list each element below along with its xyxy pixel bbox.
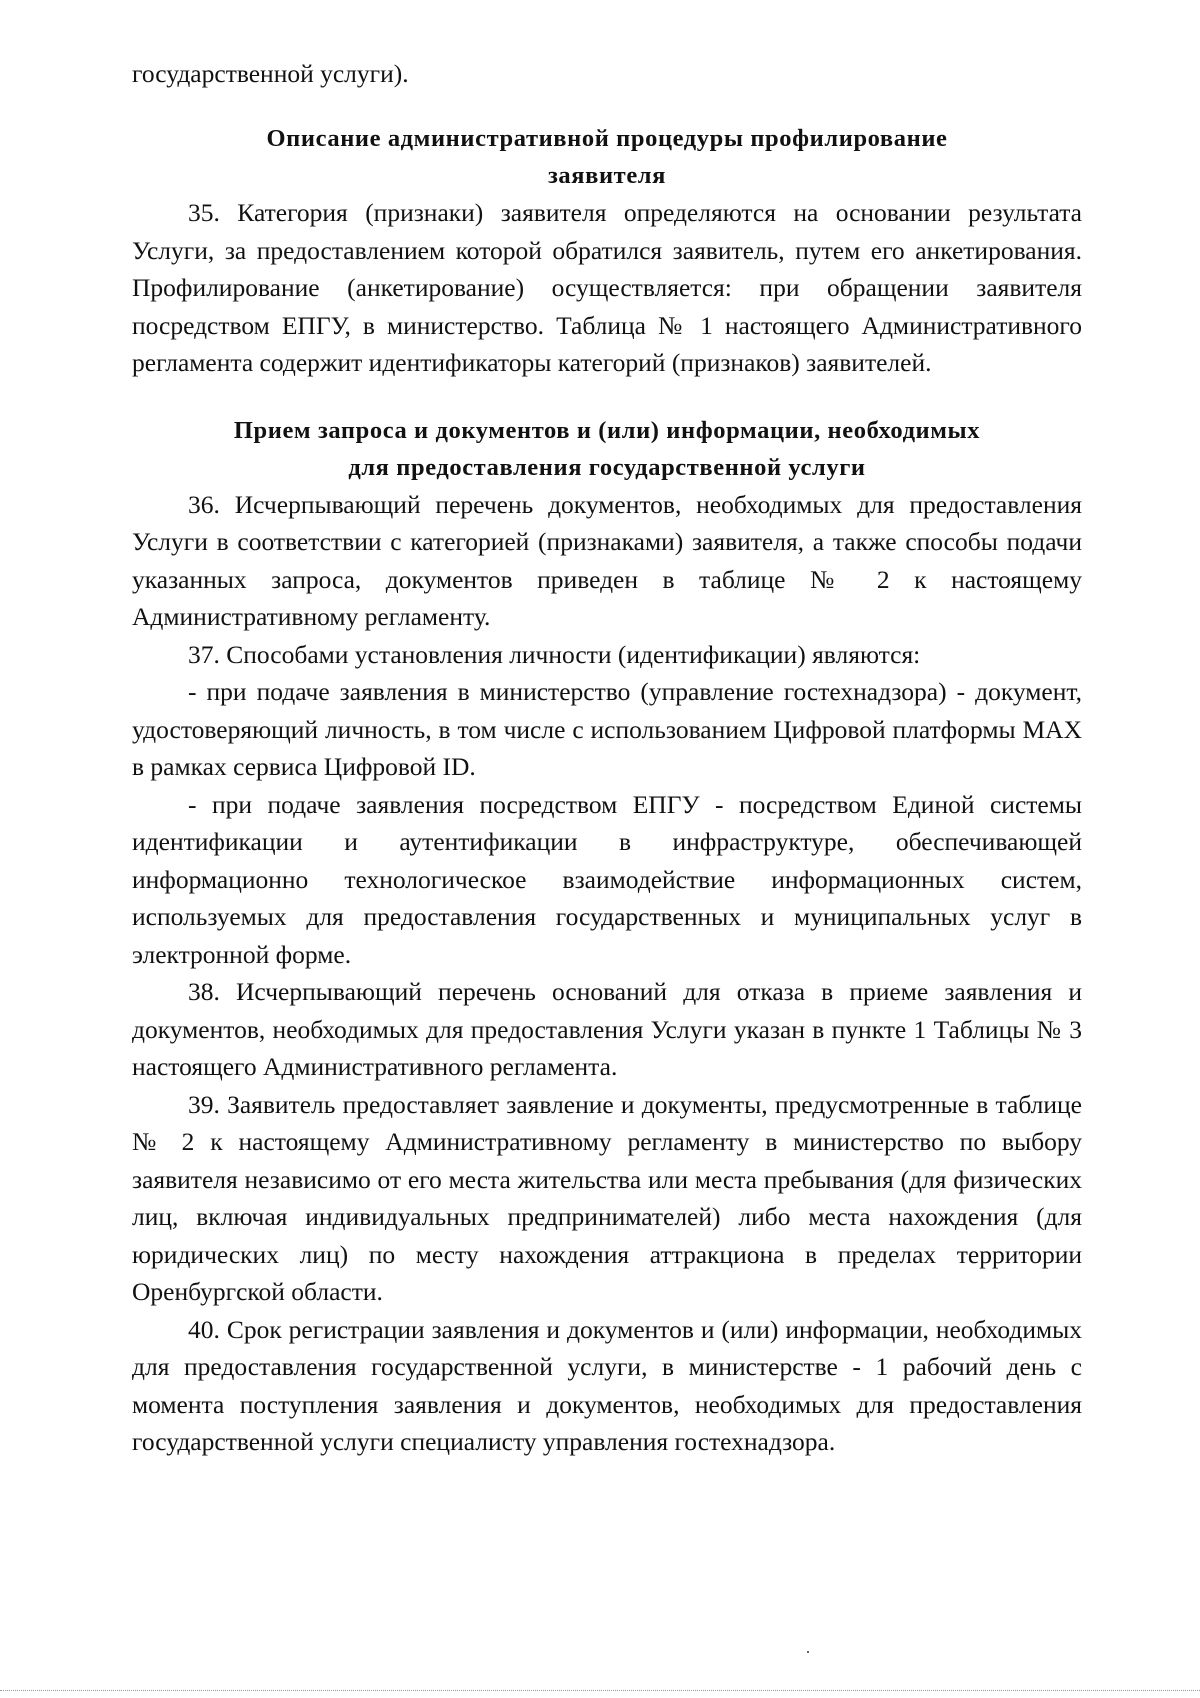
paragraph-35: 35. Категория (признаки) заявителя определяются на основании результата Услуги, за предоставлением которой обратился заявитель, путем его анкетирования. Профилирование (анкетирование) осуществляется: при обращении заявителя посредством ЕПГУ, в министерство. Таблица № 1 настоящего Административного регламента содержит идентификаторы категорий (признаков) заявителей. (132, 198, 1082, 377)
document-body (132, 56, 1082, 1461)
paragraph-38: 38. Исчерпывающий перечень оснований для отказа в приеме заявления и документов, необходимых для предоставления Услуги указан в пункте 1 Таблицы № 3 настоящего Административного регламента. (132, 977, 1082, 1081)
section-2-title-line-1: Прием запроса и документов и (или) информации, необходимых (233, 416, 981, 444)
paragraph-37-item-epgu: - при подаче заявления посредством ЕПГУ - посредством Единой системы идентификации и аутентификации в инфраструктуре, обеспечивающей информационно технологическое взаимодействие информационных систем, используемых для предоставления государственных и муниципальных услуг в электронной форме. (132, 789, 1082, 969)
paragraph-37-item-ministry: - при подаче заявления в министерство (управление гостехнадзора) - документ, удостоверяющий личность, в том числе с использованием Цифровой платформы МАХ в рамках сервиса Цифровой ID. (132, 677, 1082, 781)
scan-bottom-edge (0, 1690, 1200, 1691)
section-1-title-line-2: заявителя (547, 162, 666, 189)
paragraph-36: 36. Исчерпывающий перечень документов, необходимых для предоставления Услуги в соответствии с категорией (признаками) заявителя, а также способы подачи указанных запроса, документов приведен в таблице № 2 к настоящему Административному регламенту. (132, 489, 1082, 631)
paragraph-40: 40. Срок регистрации заявления и документов и (или) информации, необходимых для предоставления государственной услуги, в министерстве - 1 рабочий день с момента поступления заявления и документов, необходимых для предоставления государственной услуги специалисту управления гостехнадзора. (132, 1314, 1082, 1456)
paragraph-39: 39. Заявитель предоставляет заявление и документы, предусмотренные в таблице № 2 к настоящему Административному регламенту в министерство по выбору заявителя независимо от его места жительства или места пребывания (для физических лиц, включая индивидуальных предпринимателей) либо места нахождения (для юридических лиц) по месту нахождения аттракциона в пределах территории Оренбургской области. (132, 1089, 1082, 1306)
intro-tail-text: государственной услуги). (132, 59, 409, 88)
section-1-heading (132, 120, 1082, 194)
section-2-title-line-2: для предоставления государственной услуги (348, 453, 866, 481)
scan-speck (807, 1651, 809, 1653)
section-1-title-line-1: Описание административной процедуры профилирование (266, 125, 948, 152)
section-2-heading (132, 412, 1082, 486)
paragraph-37: 37. Способами установления личности (идентификации) являются: (188, 639, 921, 669)
